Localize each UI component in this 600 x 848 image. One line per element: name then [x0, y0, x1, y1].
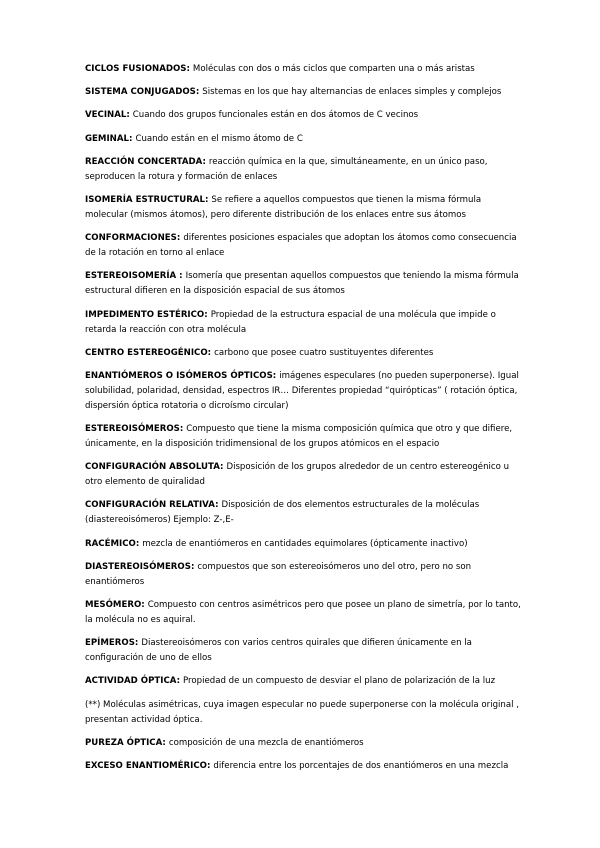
glossary-entry — [85, 308, 525, 338]
glossary-term: ISOMERÍA ESTRUCTURAL — [85, 194, 205, 205]
term-separator: : — [204, 309, 211, 320]
glossary-term: PUREZA ÓPTICA — [85, 737, 163, 748]
term-separator: : — [207, 347, 215, 358]
glossary-term: REACCIÓN CONCERTADA — [85, 156, 203, 167]
glossary-term: ESTEREOISÓMEROS — [85, 424, 180, 435]
glossary-term: CONFIGURACIÓN RELATIVA — [85, 500, 216, 511]
term-separator: : — [204, 194, 212, 205]
glossary-definition: Cuando dos grupos funcionales están en dos átomos de C vecinos — [132, 110, 419, 121]
glossary-definition: Disposición de dos elementos estructurales de la moléculas (diastereoisómeros) Ejemplo: Z-,E- — [85, 500, 480, 526]
term-separator: : — [215, 500, 222, 511]
glossary-term: RACÉMICO — [85, 538, 136, 549]
glossary-term: GEMINAL — [85, 133, 129, 144]
glossary-entry — [85, 560, 525, 590]
glossary-entry — [85, 132, 525, 147]
glossary-definition: compuestos que son estereoisómeros uno del otro, pero no son enantiómeros — [85, 561, 472, 587]
glossary-entry — [85, 369, 525, 414]
glossary-term: EXCESO ENANTIOMÉRICO — [85, 760, 207, 771]
glossary-definition: Disposición de los grupos alrededor de un centro estereogénico u otro elemento de quiralidad — [85, 462, 510, 488]
term-separator: : — [179, 424, 187, 435]
glossary-entry — [85, 422, 525, 452]
term-separator: : — [202, 156, 209, 167]
glossary-definition: carbono que posee cuatro sustituyentes diferentes — [214, 347, 434, 358]
glossary-term: ESTEREOISOMERÍA — [85, 271, 177, 282]
glossary-definition: diferentes posiciones espaciales que adoptan los átomos como consecuencia de la rotación en torno al enlace — [85, 233, 517, 259]
glossary-entry — [85, 108, 525, 123]
glossary-definition: Sistemas en los que hay alternancias de enlaces simples y complejos — [202, 87, 502, 98]
glossary-term: ENANTIÓMEROS O ISÓMEROS ÓPTICOS — [85, 370, 273, 381]
term-separator: : — [134, 638, 142, 649]
glossary-entry — [85, 674, 525, 689]
glossary-entry — [85, 231, 525, 261]
glossary-definition: Propiedad de un compuesto de desviar el plano de polarización de la luz — [183, 676, 496, 687]
glossary-term: CONFORMACIONES — [85, 233, 177, 244]
glossary-entry — [85, 498, 525, 528]
glossary-term: SISTEMA CONJUGADOS — [85, 87, 196, 98]
term-separator: : — [162, 737, 169, 748]
term-separator: : — [186, 64, 193, 74]
term-separator: : — [176, 233, 184, 244]
term-separator: : — [141, 600, 148, 610]
glossary-definition: Compuesto que tiene la misma composición química que otro y que difiere, únicamente, en la disposición tridimensional de los grupos atómicos en el espacio — [85, 424, 513, 450]
glossary-term: DIASTEREOISÓMEROS — [85, 561, 191, 572]
glossary-term: VECINAL — [85, 110, 127, 121]
glossary-entry — [85, 598, 525, 628]
glossary-entry — [85, 85, 525, 100]
glossary — [85, 62, 525, 782]
glossary-term: EPÍMEROS — [85, 638, 135, 649]
glossary-term: MESÓMERO — [85, 600, 142, 610]
term-separator: : — [176, 271, 186, 282]
glossary-definition: Cuando están en el mismo átomo de C — [135, 133, 303, 144]
glossary-entry — [85, 346, 525, 361]
glossary-definition: composición de una mezcla de enantiómeros — [168, 737, 364, 748]
term-separator: : — [206, 760, 214, 771]
glossary-definition: mezcla de enantiómeros en cantidades equimolares (ópticamente inactivo) — [142, 538, 468, 549]
glossary-definition: Se refiere a aquellos compuestos que tienen la misma fórmula molecular (mismos átomos), pero diferente distribución de los enlaces entre sus átomos — [85, 194, 482, 220]
term-separator: : — [272, 370, 280, 381]
glossary-term: CENTRO ESTEREOGÉNICO — [85, 347, 208, 358]
glossary-definition: imágenes especulares (no pueden superponerse). Igual solubilidad, polaridad, densidad, espectros IR… Diferentes propiedad “quirópticas” ( rotación óptica, dispersión óptica rotatoria o dicroísmo circular) — [85, 370, 519, 411]
glossary-entry — [85, 759, 525, 774]
glossary-definition: diferencia entre los porcentajes de dos enantiómeros en una mezcla — [213, 760, 509, 771]
term-separator: : — [190, 561, 198, 572]
glossary-term: CICLOS FUSIONADOS — [85, 64, 187, 74]
glossary-definition: Moléculas con dos o más ciclos que comparten una o más aristas — [192, 64, 475, 74]
term-separator: : — [126, 110, 133, 121]
term-separator: : — [176, 676, 183, 687]
glossary-term: IMPEDIMENTO ESTÉRICO — [85, 309, 205, 320]
glossary-definition: Isomería que presentan aquellos compuestos que teniendo la misma fórmula estructural difieren en la disposición espacial de sus átomos — [85, 271, 519, 297]
glossary-entry — [85, 636, 525, 666]
glossary-definition: Propiedad de la estructura espacial de una molécula que impide o retarda la reacción con otra molécula — [85, 309, 496, 335]
glossary-note — [85, 698, 525, 728]
glossary-entry — [85, 155, 525, 185]
glossary-term: CONFIGURACIÓN ABSOLUTA — [85, 462, 221, 473]
term-separator: : — [135, 538, 143, 549]
note-text: (**) Moléculas asimétricas, cuya imagen especular no puede superponerse con la molécula original , presentan actividad óptica. — [85, 699, 519, 725]
glossary-entry — [85, 537, 525, 552]
glossary-entry — [85, 460, 525, 490]
term-separator: : — [195, 87, 203, 98]
glossary-definition: Diastereoisómeros con varios centros quirales que difieren únicamente en la configuración de uno de ellos — [85, 638, 472, 664]
glossary-entry — [85, 736, 525, 751]
glossary-term: ACTIVIDAD ÓPTICA — [85, 676, 177, 687]
glossary-definition: Compuesto con centros asimétricos pero que posee un plano de simetría, por lo tanto, la molécula no es aquiral. — [85, 600, 521, 625]
term-separator: : — [129, 133, 136, 144]
glossary-entry — [85, 269, 525, 299]
glossary-definition: reacción química en la que, simultáneamente, en un único paso, seproducen la rotura y formación de enlaces — [85, 156, 488, 182]
glossary-entry — [85, 62, 525, 77]
term-separator: : — [220, 462, 227, 473]
glossary-entry — [85, 193, 525, 223]
